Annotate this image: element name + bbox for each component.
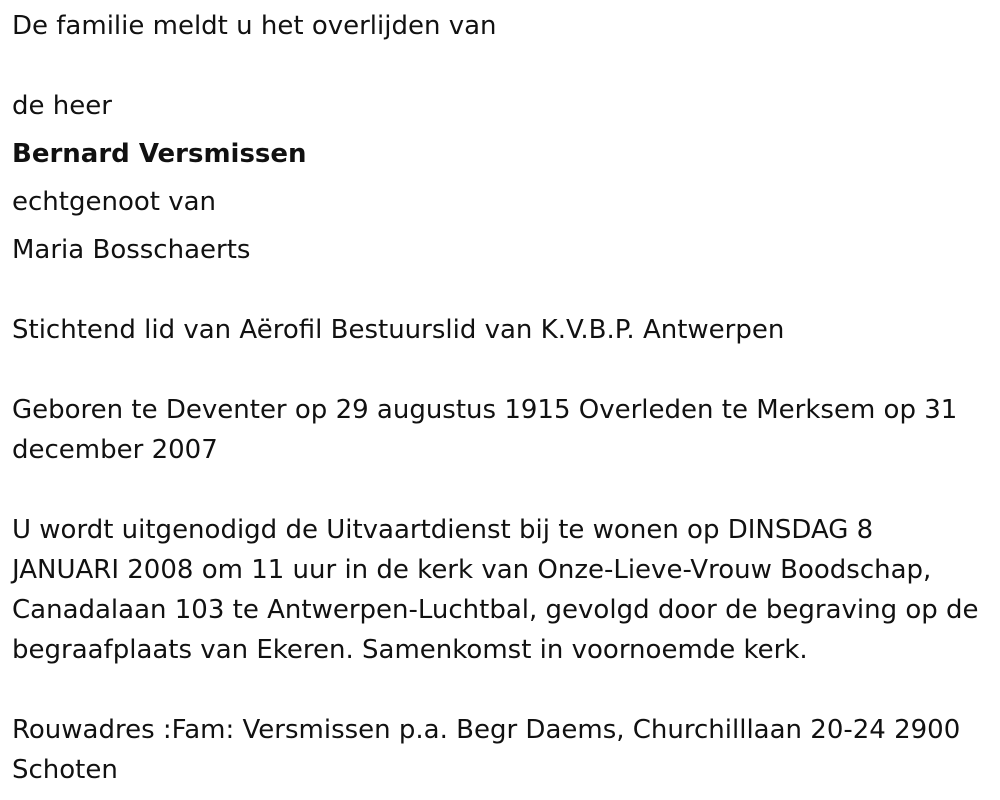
intro-text: De familie meldt u het overlijden van: [12, 11, 497, 41]
spacer: [12, 350, 988, 390]
relation-text: echtgenoot van: [12, 187, 217, 217]
funeral-text: U wordt uitgenodigd de Uitvaartdienst bij te wonen op DINSDAG 8 JANUARI 2008 om 11 uur in de kerk van Onze-Lieve-Vrouw Boodschap, Canadalaan 103 te Antwerpen-Luchtbal, gevolgd door de begraving op de begraafplaats van Ekeren. Samenkomst in voornoemde kerk.: [12, 515, 979, 665]
deceased-name: Bernard Versmissen: [12, 139, 307, 169]
spacer: [12, 670, 988, 710]
mourning-address: Rouwadres :Fam: Versmissen p.a. Begr Daems, Churchilllaan 20-24 2900 Schoten: [12, 715, 961, 785]
spouse-name: Maria Bosschaerts: [12, 235, 251, 265]
spacer: [12, 470, 988, 510]
spacer: [12, 270, 988, 310]
birth-death-text: Geboren te Deventer op 29 augustus 1915 Overleden te Merksem op 31 december 2007: [12, 395, 958, 465]
affiliation-text: Stichtend lid van Aërofil Bestuurslid van K.V.B.P. Antwerpen: [12, 315, 785, 345]
deceased-block: [12, 86, 988, 270]
spacer: [12, 46, 988, 86]
honorific: de heer: [12, 91, 112, 121]
